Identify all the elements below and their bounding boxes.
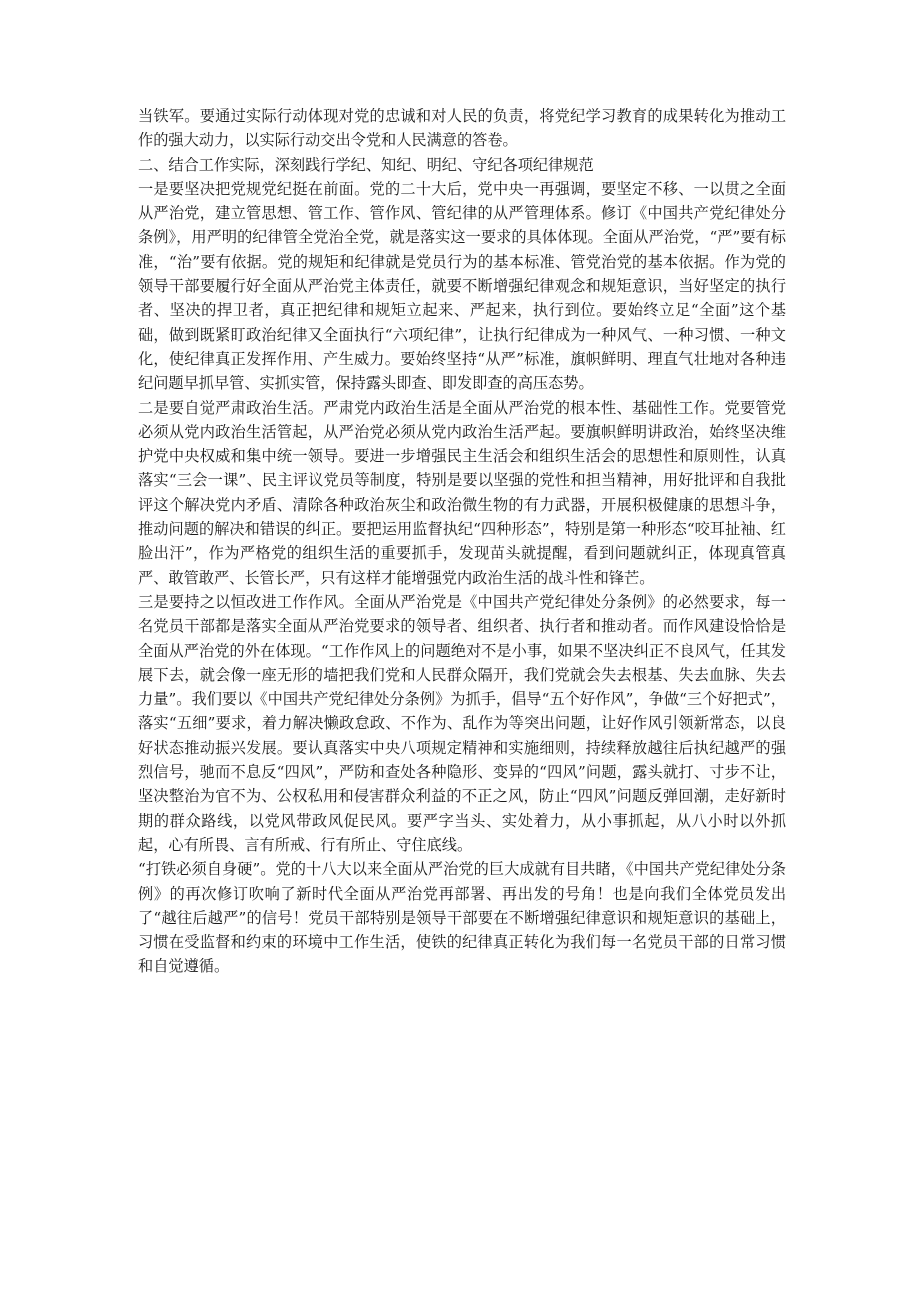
- paragraph-intro-continuation: 当铁军。要通过实际行动体现对党的忠诚和对人民的负责，将党纪学习教育的成果转化为推动工作的强大动力，以实际行动交出令党和人民满意的答卷。: [138, 107, 786, 150]
- document-body: [138, 104, 786, 979]
- paragraph-point-two: 二是要自觉严肃政治生活。严肃党内政治生活是全面从严治党的根本性、基础性工作。党要管党必须从党内政治生活管起，从严治党必须从党内政治生活严起。要旗帜鲜明讲政治，始终坚决维护党中央权威和集中统一领导。要进一步增强民主生活会和组织生活会的思想性和原则性，认真落实“三会一课”、民主评议党员等制度，特别是要以坚强的党性和担当精神，用好批评和自我批评这个解决党内矛盾、清除各种政治灰尘和政治微生物的有力武器，开展积极健康的思想斗争，推动问题的解决和错误的纠正。要把运用监督执纪“四种形态”，特别是第一种形态“咬耳扯袖、红脸出汗”，作为严格党的组织生活的重要抓手，发现苗头就提醒，看到问题就纠正，体现真管真严、敢管敢严、长管长严，只有这样才能增强党内政治生活的战斗性和锋芒。: [138, 398, 786, 587]
- paragraph-point-three: 三是要持之以恒改进工作作风。全面从严治党是《中国共产党纪律处分条例》的必然要求，每一名党员干部都是落实全面从严治党要求的领导者、组织者、执行者和推动者。而作风建设恰恰是全面从严治党的外在体现。“工作作风上的问题绝对不是小事，如果不坚决纠正不良风气，任其发展下去，就会像一座无形的墙把我们党和人民群众隔开，我们党就会失去根基、失去血脉、失去力量”。我们要以《中国共产党纪律处分条例》为抓手，倡导“五个好作风”，争做“三个好把式”，落实“五细”要求，着力解决懒政怠政、不作为、乱作为等突出问题，让好作风引领新常态，以良好状态推动振兴发展。要认真落实中央八项规定精神和实施细则，持续释放越往后执纪越严的强烈信号，驰而不息反“四风”，严防和查处各种隐形、变异的“四风”问题，露头就打、寸步不让，坚决整治为官不为、公权私用和侵害群众利益的不正之风，防止“四风”问题反弹回潮，走好新时期的群众路线，以党风带政风促民风。要严字当头、实处着力，从小事抓起，从八小时以外抓起，心有所畏、言有所戒、行有所止、守住底线。: [138, 592, 786, 854]
- section-heading-two: 二、结合工作实际，深刻践行学纪、知纪、明纪、守纪各项纪律规范: [138, 155, 594, 174]
- paragraph-point-one: 一是要坚决把党规党纪挺在前面。党的二十大后，党中央一再强调，要坚定不移、一以贯之全面从严治党，建立管思想、管工作、管作风、管纪律的从严管理体系。修订《中国共产党纪律处分条例》，用严明的纪律管全党治全党，就是落实这一要求的具体体现。全面从严治党，“严”要有标准，“治”要有依据。党的规矩和纪律就是党员行为的基本标准、管党治党的基本依据。作为党的领导干部要履行好全面从严治党主体责任，就要不断增强纪律观念和规矩意识，当好坚定的执行者、坚决的捍卫者，真正把纪律和规矩立起来、严起来，执行到位。要始终立足“全面”这个基础，做到既紧盯政治纪律又全面执行“六项纪律”，让执行纪律成为一种风气、一种习惯、一种文化，使纪律真正发挥作用、产生威力。要始终坚持“从严”标准，旗帜鲜明、理直气壮地对各种违纪问题早抓早管、实抓实管，保持露头即查、即发即查的高压态势。: [138, 179, 786, 393]
- paragraph-conclusion: “打铁必须自身硬”。党的十八大以来全面从严治党的巨大成就有目共睹，《中国共产党纪律处分条例》的再次修订吹响了新时代全面从严治党再部署、再出发的号角！也是向我们全体党员发出了“越往后越严”的信号！党员干部特别是领导干部要在不断增强纪律意识和规矩意识的基础上，习惯在受监督和约束的环境中工作生活，使铁的纪律真正转化为我们每一名党员干部的日常习惯和自觉遵循。: [138, 860, 786, 976]
